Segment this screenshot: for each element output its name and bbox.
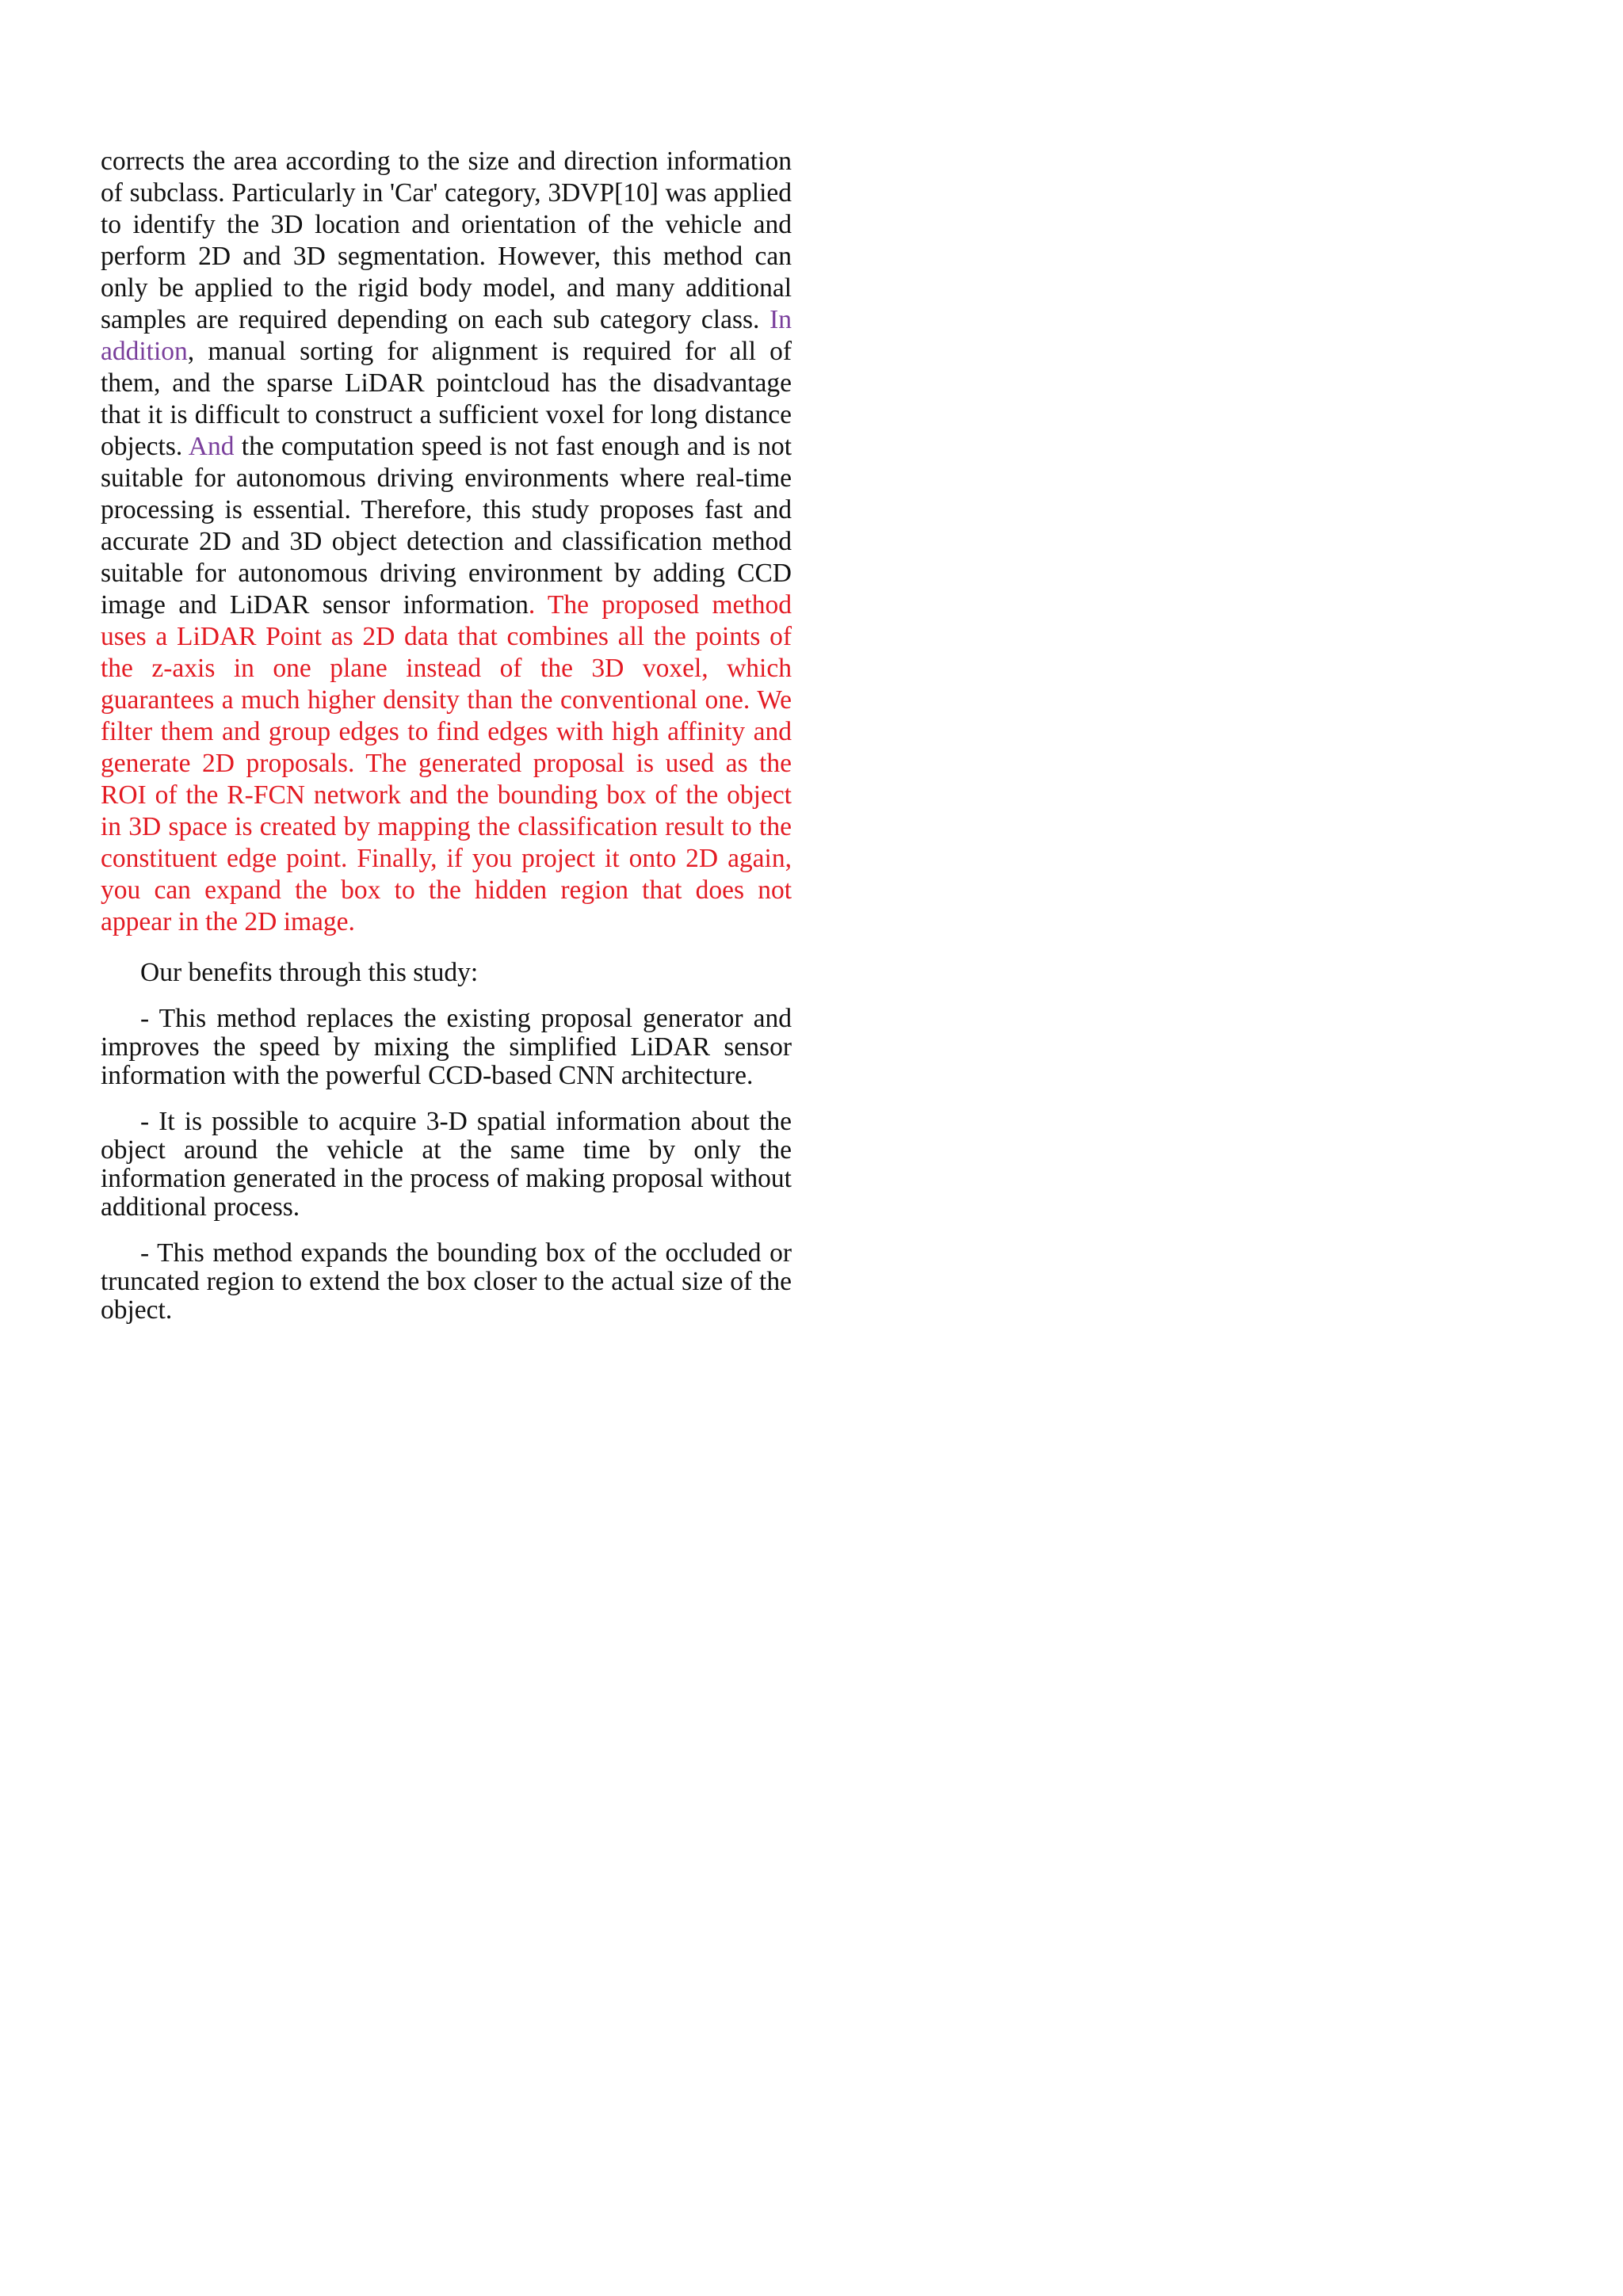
paragraph-text: the computation speed is not fast enough and is not suitable for autonomous driving environments where real-time processing is essential. Therefore, this study proposes fast and accurate 2D and 3D object detection and classification method suitable for autonomous driving environment by adding CCD image and LiDAR sensor information — [101, 432, 792, 620]
paragraph-text: , manual sorting for alignment is required for all of them, and the sparse LiDAR pointcloud has the disadvantage that it is difficult to construct a sufficient voxel for long distance objects. — [101, 337, 792, 461]
benefit-item: - This method expands the bounding box of the occluded or truncated region to extend the box closer to the actual size of the object. — [101, 1238, 792, 1325]
benefit-item: - This method replaces the existing proposal generator and improves the speed by mixing the simplified LiDAR sensor information with the powerful CCD-based CNN architecture. — [101, 1004, 792, 1090]
benefit-item: - It is possible to acquire 3-D spatial information about the object around the vehicle at the same time by only the information generated in the process of making proposal without additional process. — [101, 1107, 792, 1222]
paragraph-text: corrects the area according to the size and direction information of subclass. Particularly in 'Car' category, 3DVP[10] was applied to identify the 3D location and orientation of the vehicle and perform 2D and 3D segmentation. However, this method can only be applied to the rigid body model, and many additional samples are required depending on each sub category class. — [101, 147, 792, 334]
text-column — [101, 146, 792, 1342]
paragraph-related-work — [101, 146, 792, 938]
highlighted-text-purple: And — [188, 432, 235, 461]
benefits-intro: Our benefits through this study: — [140, 958, 479, 987]
highlighted-text-red: . The proposed method uses a LiDAR Point as 2D data that combines all the points of the z-axis in one plane instead of the 3D voxel, which guarantees a much higher density than the conventional one. We filter them and group edges to find edges with high affinity and generate 2D proposals. The generated proposal is used as the ROI of the R-FCN network and the bounding box of the object in 3D space is created by mapping the classification result to the constituent edge point. Finally, if you project it onto 2D again, you can expand the box to the hidden region that does not appear in the 2D image. — [101, 590, 792, 936]
highlighted-text-purple: In addition — [101, 305, 792, 366]
